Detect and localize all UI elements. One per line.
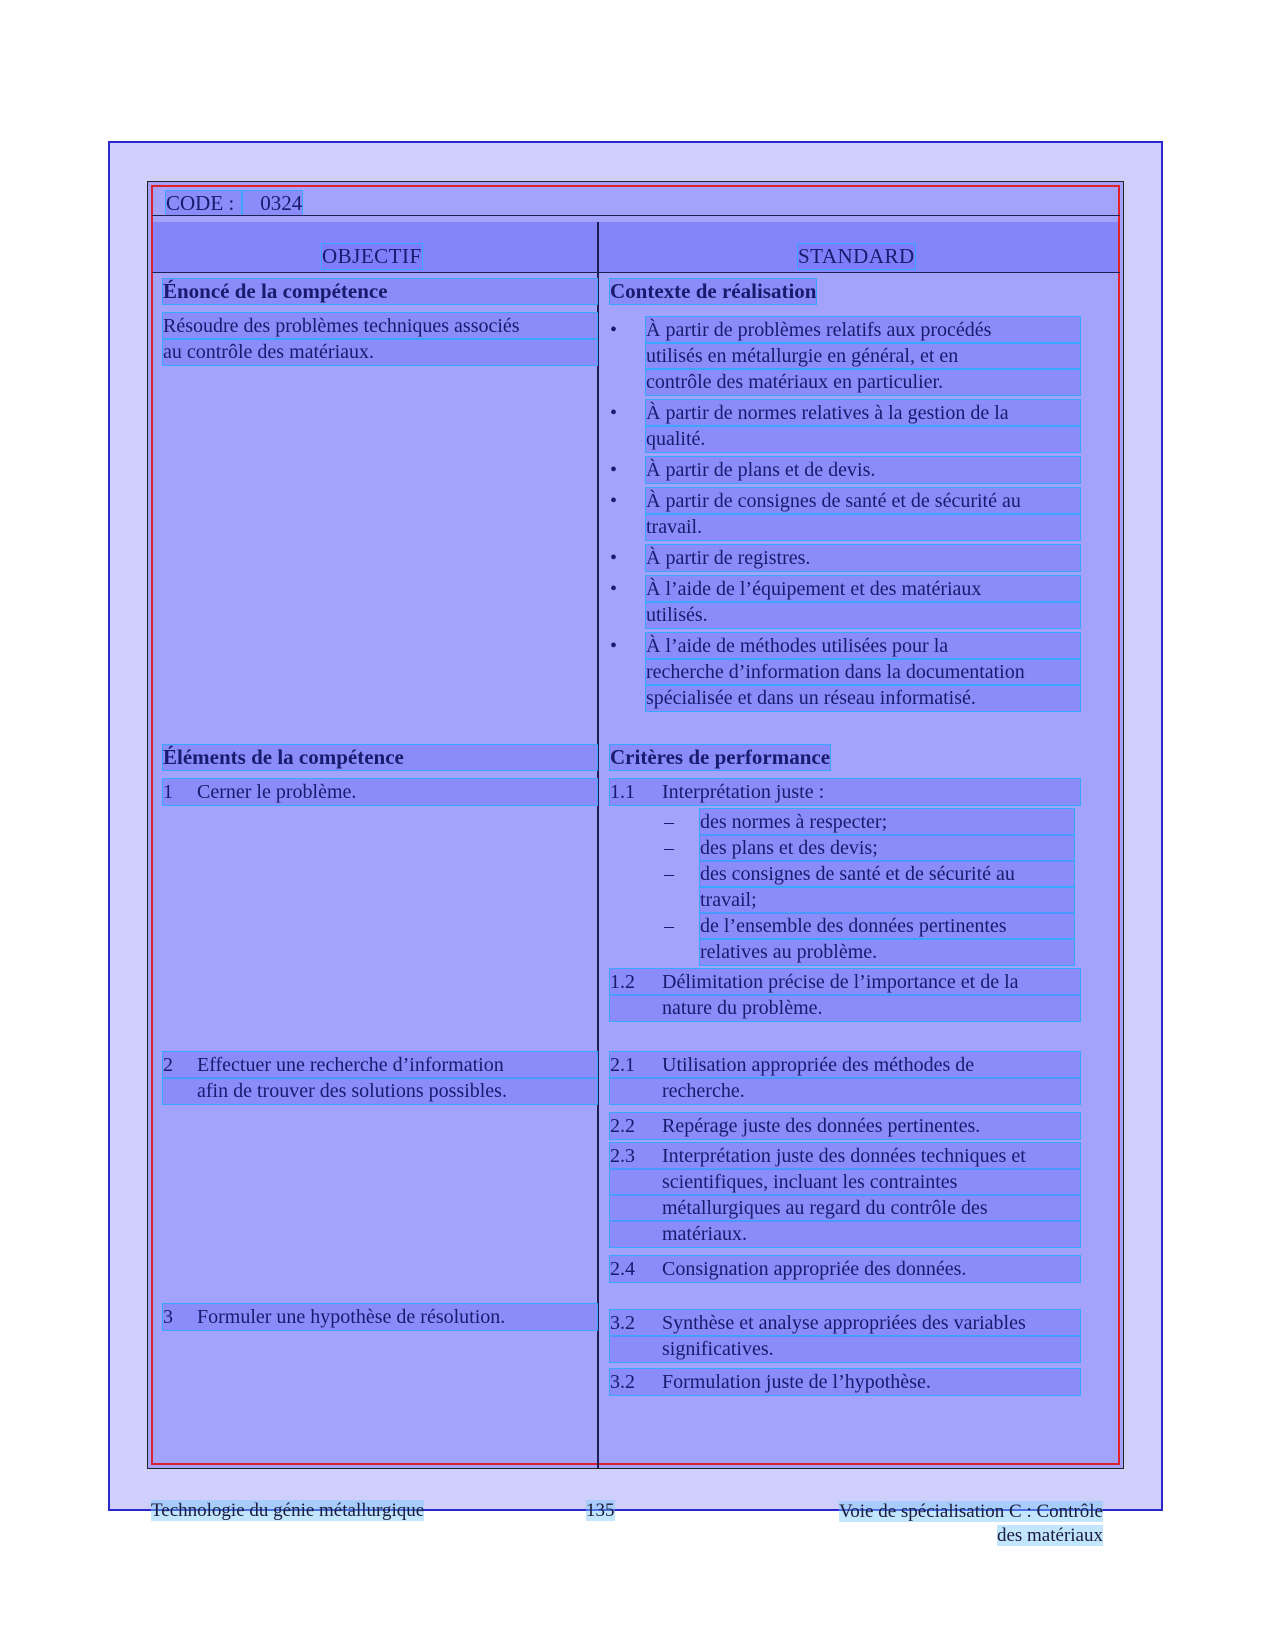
- enonce-text-line: au contrôle des matériaux.: [163, 339, 597, 365]
- critere-number: 2.4: [610, 1258, 635, 1280]
- critere-subitem-line: des consignes de santé et de sécurité au: [700, 861, 1074, 887]
- critere-line: [610, 995, 1080, 1021]
- bullet-icon: •: [610, 402, 618, 424]
- contexte-item-line: À partir de normes relatives à la gestion de la: [646, 400, 1080, 426]
- header-divider: [152, 272, 1120, 273]
- code-value: 0324: [242, 191, 302, 215]
- critere-text: Repérage juste des données pertinentes.: [662, 1115, 981, 1137]
- critere-2-4: [610, 1256, 1080, 1282]
- critere-text: Interprétation juste des données techniques et: [662, 1145, 1026, 1167]
- contexte-item-line: À partir de plans et de devis.: [646, 457, 1080, 483]
- dash-icon: –: [664, 863, 674, 885]
- contexte-item-line: travail.: [646, 514, 1080, 540]
- critere-line: [610, 1310, 1080, 1336]
- critere-text: Délimitation précise de l’importance et de la: [662, 971, 1019, 993]
- critere-text: Interprétation juste :: [662, 781, 825, 803]
- element-1: [163, 779, 597, 805]
- footer-right-line: Voie de spécialisation C : Contrôle: [838, 1501, 1103, 1522]
- code-label: CODE :: [166, 191, 242, 215]
- contexte-item-line: contrôle des matériaux en particulier.: [646, 369, 1080, 395]
- critere-text: matériaux.: [662, 1223, 747, 1245]
- critere-3-1: [610, 1310, 1080, 1362]
- critere-subitem-line: relatives au problème.: [700, 939, 1074, 965]
- contexte-item: [610, 576, 1080, 628]
- critere-number: 1.2: [610, 971, 635, 993]
- bullet-icon: •: [610, 459, 618, 481]
- critere-line: [610, 1113, 1080, 1139]
- footer-left: [151, 1500, 424, 1522]
- criteres-title: Critères de performance: [610, 745, 831, 769]
- critere-1-1-sublist: [664, 809, 1074, 965]
- critere-number: 2.2: [610, 1115, 635, 1137]
- critere-number: 2.3: [610, 1145, 635, 1167]
- critere-line: [610, 1169, 1080, 1195]
- critere-subitem-line: des normes à respecter;: [700, 809, 1074, 835]
- bullet-icon: •: [610, 490, 618, 512]
- contexte-item-line: utilisés.: [646, 602, 1080, 628]
- critere-text: significatives.: [662, 1338, 774, 1360]
- contexte-item: [610, 317, 1080, 395]
- element-text: Cerner le problème.: [197, 781, 357, 803]
- bullet-icon: •: [610, 635, 618, 657]
- contexte-item-line: utilisés en métallurgie en général, et en: [646, 343, 1080, 369]
- bullet-icon: •: [610, 319, 618, 341]
- column-divider: [597, 222, 599, 1468]
- footer-left-text: Technologie du génie métallurgique: [151, 1500, 425, 1521]
- critere-number: 1.1: [610, 781, 635, 803]
- critere-line: [610, 1256, 1080, 1282]
- element-2: [163, 1052, 597, 1104]
- enonce-text: [163, 313, 597, 365]
- critere-line: [610, 1052, 1080, 1078]
- critere-text: Synthèse et analyse appropriées des variables: [662, 1312, 1026, 1334]
- contexte-item: [610, 457, 1080, 483]
- critere-line: [610, 1078, 1080, 1104]
- contexte-item-line: À partir de consignes de santé et de sécurité au: [646, 488, 1080, 514]
- critere-3-2: [610, 1369, 1080, 1395]
- contexte-list: [610, 317, 1080, 716]
- critere-text: scientifiques, incluant les contraintes: [662, 1171, 958, 1193]
- critere-text: recherche.: [662, 1080, 745, 1102]
- code-divider: [152, 215, 1120, 216]
- element-number: 3: [163, 1306, 173, 1328]
- footer-right: [839, 1500, 1103, 1548]
- contexte-item-line: À l’aide de méthodes utilisées pour la: [646, 633, 1080, 659]
- critere-text: Consignation appropriée des données.: [662, 1258, 967, 1280]
- critere-line: [610, 1143, 1080, 1169]
- contexte-item-line: recherche d’information dans la documentation: [646, 659, 1080, 685]
- critere-text: Utilisation appropriée des méthodes de: [662, 1054, 975, 1076]
- dash-icon: –: [664, 915, 674, 937]
- header-objectif: OBJECTIF: [322, 244, 422, 268]
- critere-subitem-line: travail;: [700, 887, 1074, 913]
- contexte-item-line: À partir de problèmes relatifs aux procédés: [646, 317, 1080, 343]
- bullet-icon: •: [610, 547, 618, 569]
- critere-2-1: [610, 1052, 1080, 1104]
- page-number: 135: [586, 1500, 615, 1521]
- critere-subitem-line: des plans et des devis;: [700, 835, 1074, 861]
- footer-page-number: [586, 1500, 615, 1522]
- element-text: afin de trouver des solutions possibles.: [163, 1078, 597, 1104]
- element-number: 2: [163, 1054, 173, 1076]
- critere-text: nature du problème.: [662, 997, 823, 1019]
- critere-line: [610, 1369, 1080, 1395]
- critere-text: métallurgiques au regard du contrôle des: [662, 1197, 988, 1219]
- contexte-item-line: À l’aide de l’équipement et des matériaux: [646, 576, 1080, 602]
- contexte-item: [610, 545, 1080, 571]
- critere-number: 3.2: [610, 1312, 635, 1334]
- critere-2-2: [610, 1113, 1080, 1139]
- contexte-title: Contexte de réalisation: [610, 279, 817, 303]
- critere-number: 3.2: [610, 1371, 635, 1393]
- critere-subitem-line: de l’ensemble des données pertinentes: [700, 913, 1074, 939]
- critere-line: [610, 1221, 1080, 1247]
- contexte-item-line: qualité.: [646, 426, 1080, 452]
- contexte-item-line: spécialisée et dans un réseau informatisé.: [646, 685, 1080, 711]
- critere-subitem: [664, 861, 1074, 913]
- critere-subitem: [664, 809, 1074, 835]
- critere-number: 2.1: [610, 1054, 635, 1076]
- critere-subitem: [664, 835, 1074, 861]
- code-line: [166, 191, 302, 216]
- contexte-item: [610, 400, 1080, 452]
- critere-line: [610, 969, 1080, 995]
- critere-line: [610, 1195, 1080, 1221]
- contexte-item-line: À partir de registres.: [646, 545, 1080, 571]
- table-header-row: [152, 222, 1120, 272]
- critere-subitem: [664, 913, 1074, 965]
- contexte-item: [610, 633, 1080, 711]
- element-number: 1: [163, 781, 173, 803]
- critere-text: Formulation juste de l’hypothèse.: [662, 1371, 931, 1393]
- enonce-text-line: Résoudre des problèmes techniques associés: [163, 313, 597, 339]
- critere-line: [610, 1336, 1080, 1362]
- bullet-icon: •: [610, 578, 618, 600]
- dash-icon: –: [664, 811, 674, 833]
- enonce-title: Énoncé de la compétence: [163, 279, 597, 304]
- footer-right-line: des matériaux: [996, 1525, 1103, 1546]
- element-text: Effectuer une recherche d’information: [197, 1054, 504, 1076]
- critere-1-2: [610, 969, 1080, 1021]
- critere-2-3: [610, 1143, 1080, 1247]
- elements-title: Éléments de la compétence: [163, 745, 597, 770]
- dash-icon: –: [664, 837, 674, 859]
- element-3: [163, 1304, 597, 1330]
- header-standard: STANDARD: [798, 244, 915, 268]
- contexte-item: [610, 488, 1080, 540]
- critere-1-1: [610, 779, 1080, 805]
- element-text: Formuler une hypothèse de résolution.: [197, 1306, 506, 1328]
